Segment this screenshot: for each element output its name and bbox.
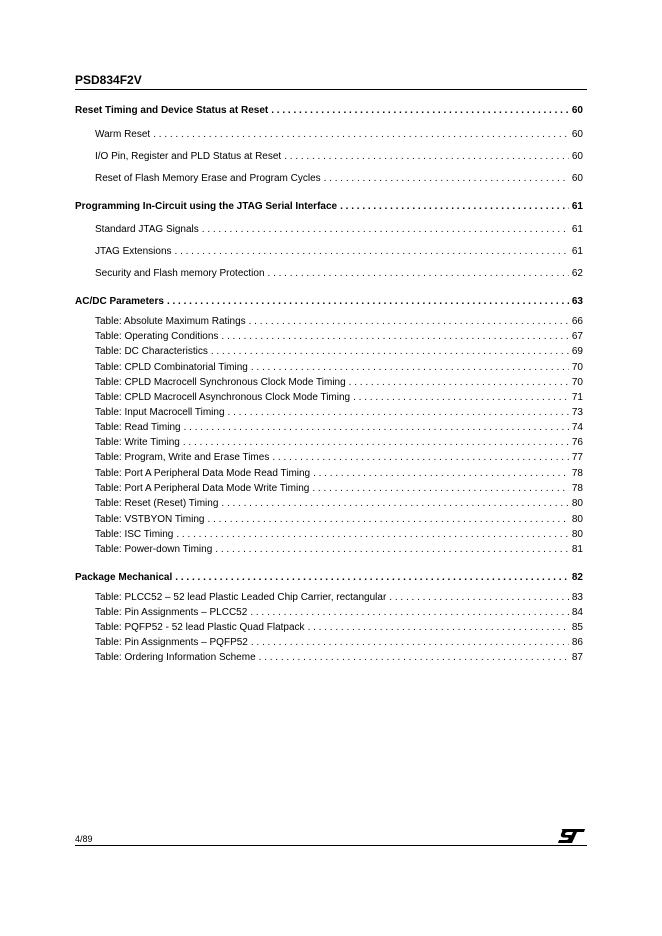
- toc-entry: [95, 637, 583, 649]
- toc-entry-page: 69: [571, 346, 583, 357]
- toc-entry-page: 82: [571, 572, 583, 583]
- toc-leader-dots: [312, 483, 569, 495]
- toc-leader-dots: [202, 224, 569, 236]
- toc-entry-title: Table: VSTBYON Timing: [95, 514, 205, 525]
- toc-entry-page: 86: [571, 637, 583, 648]
- toc-leader-dots: [184, 422, 569, 434]
- toc-entry-page: 67: [571, 331, 583, 342]
- toc-entry: [95, 422, 583, 434]
- toc-leader-dots: [268, 268, 569, 280]
- toc-entry-page: 70: [571, 362, 583, 373]
- toc-entry: [95, 377, 583, 389]
- toc-entry: [95, 607, 583, 619]
- toc-entry: [95, 544, 583, 556]
- toc-entry-title: Package Mechanical: [75, 572, 173, 583]
- toc-entry-page: 87: [571, 652, 583, 663]
- toc-entry: [95, 592, 583, 604]
- toc-entry: [95, 268, 583, 280]
- toc-entry-title: Table: Ordering Information Scheme: [95, 652, 256, 663]
- toc-leader-dots: [228, 407, 569, 419]
- toc-leader-dots: [308, 622, 569, 634]
- toc-leader-dots: [349, 377, 569, 389]
- toc-entry-title: JTAG Extensions: [95, 246, 172, 257]
- toc-entry: [95, 437, 583, 449]
- toc-entry: [95, 224, 583, 236]
- toc-entry-title: Standard JTAG Signals: [95, 224, 199, 235]
- toc-entry-page: 78: [571, 468, 583, 479]
- toc-entry-title: Programming In-Circuit using the JTAG Serial Interface: [75, 201, 338, 212]
- toc-leader-dots: [215, 544, 569, 556]
- toc-leader-dots: [259, 652, 569, 664]
- toc-entry-title: Table: Reset (Reset) Timing: [95, 498, 219, 509]
- toc-entry-title: Table: PQFP52 - 52 lead Plastic Quad Flatpack: [95, 622, 305, 633]
- toc-entry-page: 63: [571, 296, 583, 307]
- toc-entry: [95, 392, 583, 404]
- toc-entry: [95, 622, 583, 634]
- toc-entry-page: 61: [571, 201, 583, 212]
- toc-entry-page: 80: [571, 529, 583, 540]
- toc-entry-title: Table: Write Timing: [95, 437, 180, 448]
- toc-entry: [95, 246, 583, 258]
- toc-entry: [95, 173, 583, 185]
- toc-entry-title: Table: Pin Assignments – PLCC52: [95, 607, 248, 618]
- toc-entry: [95, 468, 583, 480]
- toc-entry-page: 83: [571, 592, 583, 603]
- toc-entry-page: 62: [571, 268, 583, 279]
- toc-entry-title: Table: PLCC52 – 52 lead Plastic Leaded Chip Carrier, rectangular: [95, 592, 387, 603]
- toc-entry-title: Table: Absolute Maximum Ratings: [95, 316, 246, 327]
- toc-leader-dots: [353, 392, 569, 404]
- toc-entry-title: Table: Port A Peripheral Data Mode Read Timing: [95, 468, 311, 479]
- toc-entry-title: Table: ISC Timing: [95, 529, 174, 540]
- toc-entry: [95, 529, 583, 541]
- toc-leader-dots: [175, 246, 569, 258]
- toc-entry: [95, 151, 583, 163]
- toc-entry: [95, 452, 583, 464]
- toc-entry-title: Security and Flash memory Protection: [95, 268, 265, 279]
- toc-entry-title: Warm Reset: [95, 129, 151, 140]
- toc-entry: [95, 652, 583, 664]
- toc-entry-title: Table: Input Macrocell Timing: [95, 407, 225, 418]
- toc-leader-dots: [250, 607, 569, 619]
- toc-entry-page: 76: [571, 437, 583, 448]
- toc-entry-page: 78: [571, 483, 583, 494]
- toc-entry: [95, 331, 583, 343]
- toc-leader-dots: [167, 296, 569, 308]
- toc-leader-dots: [211, 346, 569, 358]
- toc-entry-title: Table: CPLD Macrocell Asynchronous Clock Mode Timing: [95, 392, 351, 403]
- toc-entry: [95, 316, 583, 328]
- toc-entry: [95, 514, 583, 526]
- toc-entry-page: 60: [571, 151, 583, 162]
- toc-leader-dots: [175, 572, 569, 584]
- toc-leader-dots: [221, 331, 568, 343]
- toc-entry-page: 80: [571, 514, 583, 525]
- toc-entry-title: Table: Pin Assignments – PQFP52: [95, 637, 248, 648]
- toc-entry-title: Table: DC Characteristics: [95, 346, 208, 357]
- toc-leader-dots: [313, 468, 569, 480]
- toc-leader-dots: [271, 105, 569, 117]
- toc-leader-dots: [389, 592, 569, 604]
- toc-entry-page: 73: [571, 407, 583, 418]
- toc-leader-dots: [207, 514, 568, 526]
- toc-entry-page: 61: [571, 224, 583, 235]
- toc-entry: [95, 346, 583, 358]
- header-rule: [75, 89, 587, 90]
- toc-entry-title: AC/DC Parameters: [75, 296, 164, 307]
- toc-entry-title: Reset Timing and Device Status at Reset: [75, 105, 269, 116]
- toc-entry-page: 71: [571, 392, 583, 403]
- toc-leader-dots: [221, 498, 568, 510]
- toc-leader-dots: [324, 173, 569, 185]
- toc-entry: [75, 572, 583, 584]
- toc-leader-dots: [183, 437, 569, 449]
- toc-entry-title: Table: Operating Conditions: [95, 331, 219, 342]
- toc-entry-title: Table: Port A Peripheral Data Mode Write Timing: [95, 483, 310, 494]
- toc-entry-page: 81: [571, 544, 583, 555]
- toc-entry-page: 77: [571, 452, 583, 463]
- toc-entry: [95, 483, 583, 495]
- toc-entry: [75, 201, 583, 213]
- toc-leader-dots: [153, 129, 569, 141]
- toc-entry-page: 60: [571, 173, 583, 184]
- toc-leader-dots: [249, 316, 569, 328]
- toc-entry-page: 60: [571, 105, 583, 116]
- toc-entry: [95, 407, 583, 419]
- toc-entry-page: 70: [571, 377, 583, 388]
- toc-entry-page: 85: [571, 622, 583, 633]
- toc-entry-page: 60: [571, 129, 583, 140]
- st-logo-icon: [557, 826, 587, 844]
- document-title: PSD834F2V: [75, 73, 142, 87]
- toc-entry-page: 66: [571, 316, 583, 327]
- page-number: 4/89: [75, 834, 93, 844]
- toc-entry-title: Reset of Flash Memory Erase and Program Cycles: [95, 173, 321, 184]
- toc-entry-title: Table: Power-down Timing: [95, 544, 213, 555]
- toc-entry-page: 74: [571, 422, 583, 433]
- toc-entry: [75, 105, 583, 117]
- toc-entry-title: Table: CPLD Combinatorial Timing: [95, 362, 248, 373]
- toc-entry-title: I/O Pin, Register and PLD Status at Reset: [95, 151, 282, 162]
- toc-leader-dots: [284, 151, 569, 163]
- toc-entry: [95, 129, 583, 141]
- toc-entry-page: 84: [571, 607, 583, 618]
- toc-entry: [95, 498, 583, 510]
- toc-leader-dots: [176, 529, 569, 541]
- toc-entry-title: Table: Program, Write and Erase Times: [95, 452, 270, 463]
- toc-entry-title: Table: CPLD Macrocell Synchronous Clock Mode Timing: [95, 377, 346, 388]
- toc-leader-dots: [340, 201, 569, 213]
- toc-leader-dots: [251, 362, 569, 374]
- toc-entry-page: 61: [571, 246, 583, 257]
- footer-rule: [75, 845, 587, 846]
- toc-leader-dots: [251, 637, 569, 649]
- toc-entry-page: 80: [571, 498, 583, 509]
- toc-leader-dots: [272, 452, 569, 464]
- toc-entry: [75, 296, 583, 308]
- toc-entry-title: Table: Read Timing: [95, 422, 181, 433]
- toc-entry: [95, 362, 583, 374]
